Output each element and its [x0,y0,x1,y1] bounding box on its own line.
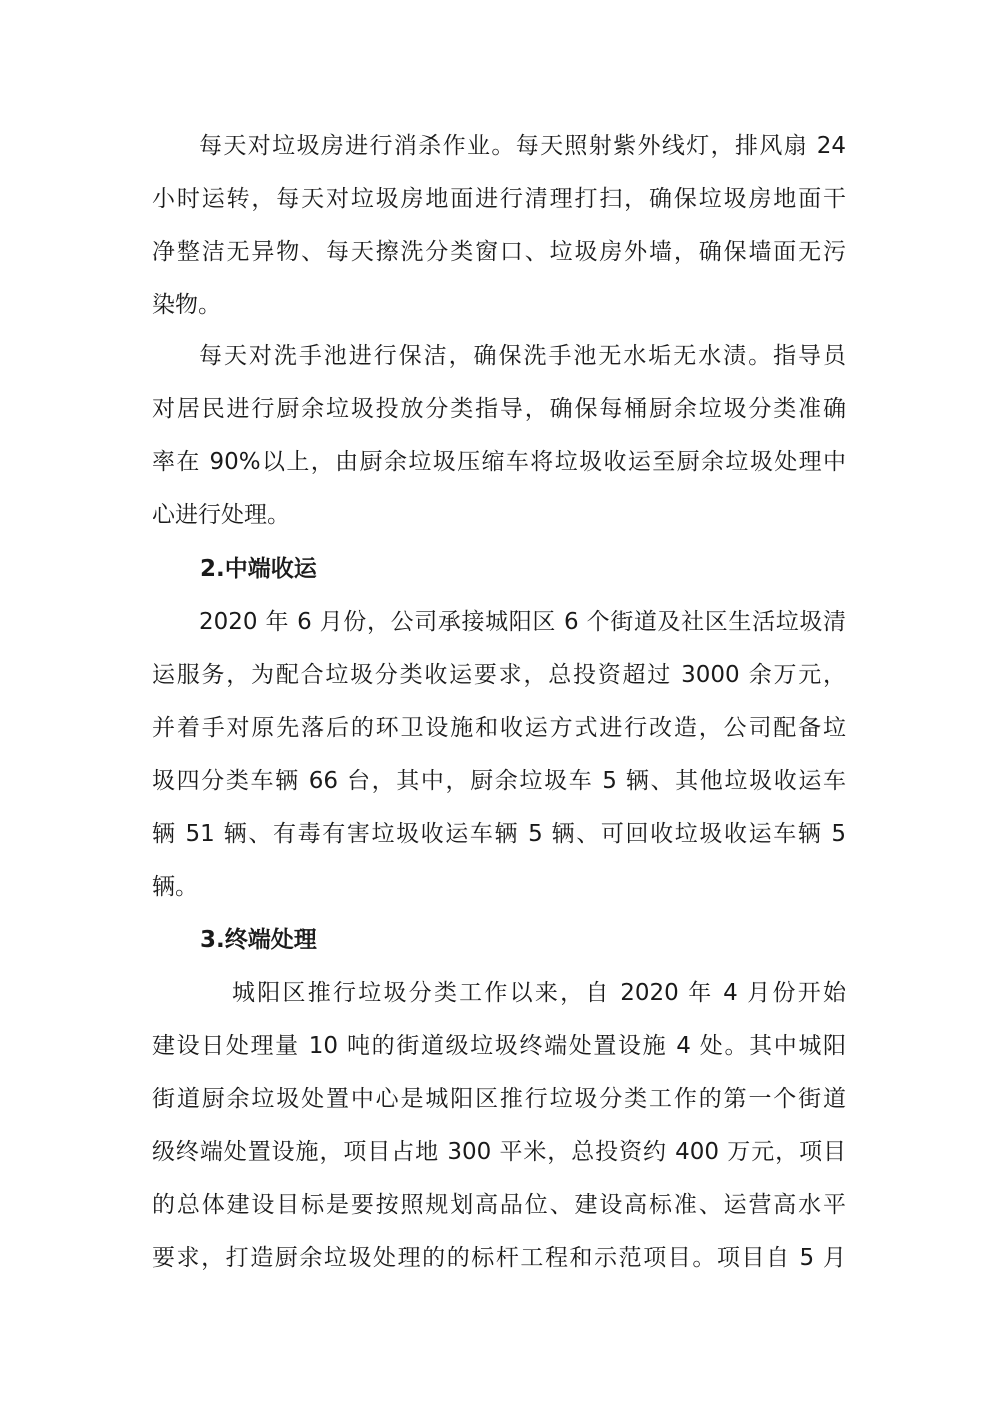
section-heading-terminal: 3.终端处理 [200,927,317,953]
paragraph-line: 城阳区推行垃圾分类工作以来，自 2020 年 4 月份开始 [232,980,846,1006]
paragraph-line: 辆。 [152,874,198,900]
paragraph-line: 染物。 [152,292,221,318]
paragraph-line: 每天对垃圾房进行消杀作业。每天照射紫外线灯，排风扇 24 [199,133,846,159]
paragraph-line: 2020 年 6 月份，公司承接城阳区 6 个街道及社区生活垃圾清 [199,609,846,635]
paragraph-line: 心进行处理。 [152,502,290,528]
paragraph-handwash [152,330,846,542]
paragraph-line: 小时运转，每天对垃圾房地面进行清理打扫，确保垃圾房地面干 [152,186,846,212]
paragraph-line: 建设日处理量 10 吨的街道级垃圾终端处置设施 4 处。其中城阳 [152,1033,846,1059]
paragraph-line: 每天对洗手池进行保洁，确保洗手池无水垢无水渍。指导员 [199,343,846,369]
section-heading-collection: 2.中端收运 [200,556,317,582]
paragraph-collection [152,596,846,914]
paragraph-line: 的总体建设目标是要按照规划高品位、建设高标准、运营高水平 [152,1192,846,1218]
paragraph-terminal [152,967,846,1285]
paragraph-line: 街道厨余垃圾处置中心是城阳区推行垃圾分类工作的第一个街道 [152,1086,846,1112]
paragraph-line: 并着手对原先落后的环卫设施和收运方式进行改造，公司配备垃 [152,715,846,741]
paragraph-line: 要求，打造厨余垃圾处理的的标杆工程和示范项目。项目自 5 月 [152,1245,846,1271]
paragraph-line: 运服务，为配合垃圾分类收运要求，总投资超过 3000 余万元， [152,662,846,688]
paragraph-line: 圾四分类车辆 66 台，其中，厨余垃圾车 5 辆、其他垃圾收运车 [152,768,846,794]
paragraph-line: 对居民进行厨余垃圾投放分类指导，确保每桶厨余垃圾分类准确 [152,396,846,422]
paragraph-line: 级终端处置设施，项目占地 300 平米，总投资约 400 万元，项目 [152,1139,846,1165]
paragraph-line: 率在 90%以上，由厨余垃圾压缩车将垃圾收运至厨余垃圾处理中 [152,449,846,475]
paragraph-disinfection [152,120,846,332]
paragraph-line: 净整洁无异物、每天擦洗分类窗口、垃圾房外墙，确保墙面无污 [152,239,846,265]
paragraph-line: 辆 51 辆、有毒有害垃圾收运车辆 5 辆、可回收垃圾收运车辆 5 [152,821,846,847]
